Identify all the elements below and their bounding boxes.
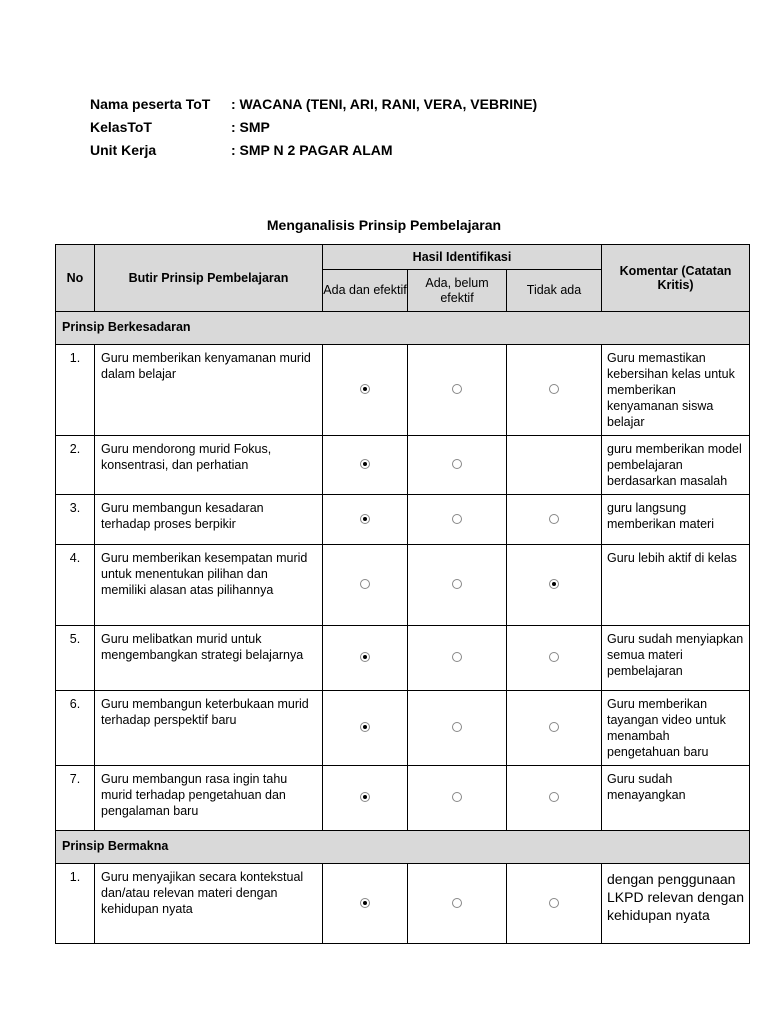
radio-tidak-ada[interactable]: [549, 652, 559, 662]
radio-cell: [408, 864, 507, 944]
table-row: [56, 345, 750, 436]
table-row: [56, 545, 750, 626]
principle-item: Guru membangun kesadaran terhadap proses berpikir: [95, 495, 323, 545]
radio-ada-efektif[interactable]: [360, 722, 370, 732]
radio-cell: [323, 626, 408, 691]
table-row: [56, 766, 750, 831]
row-number: 1.: [56, 345, 95, 436]
radio-cell: [323, 545, 408, 626]
table-row: [56, 626, 750, 691]
radio-cell: [323, 766, 408, 831]
radio-tidak-ada[interactable]: [549, 792, 559, 802]
radio-cell: [323, 436, 408, 495]
comment-cell: Guru memastikan kebersihan kelas untuk memberikan kenyamanan siswa belajar: [602, 345, 750, 436]
radio-ada-belum-efektif[interactable]: [452, 514, 462, 524]
radio-cell: [408, 766, 507, 831]
principle-item: Guru memberikan kenyamanan murid dalam belajar: [95, 345, 323, 436]
principle-item: Guru mendorong murid Fokus, konsentrasi, dan perhatian: [95, 436, 323, 495]
radio-cell: [408, 691, 507, 766]
radio-cell: [323, 495, 408, 545]
row-number: 4.: [56, 545, 95, 626]
radio-cell: [408, 626, 507, 691]
header-no: No: [56, 245, 95, 312]
principle-item: Guru membangun keterbukaan murid terhadap perspektif baru: [95, 691, 323, 766]
comment-cell: Guru memberikan tayangan video untuk menambah pengetahuan baru: [602, 691, 750, 766]
analysis-table: [55, 244, 750, 944]
radio-ada-belum-efektif[interactable]: [452, 722, 462, 732]
radio-tidak-ada[interactable]: [549, 722, 559, 732]
row-number: 3.: [56, 495, 95, 545]
radio-ada-efektif[interactable]: [360, 792, 370, 802]
radio-ada-belum-efektif[interactable]: [452, 579, 462, 589]
radio-cell: [507, 626, 602, 691]
radio-ada-belum-efektif[interactable]: [452, 898, 462, 908]
row-number: 2.: [56, 436, 95, 495]
info-value: : SMP: [231, 118, 270, 135]
info-row-unit-kerja: [90, 138, 537, 161]
row-number: 7.: [56, 766, 95, 831]
section-header: Prinsip Berkesadaran: [56, 312, 750, 345]
table-row: [56, 691, 750, 766]
header-hasil-identifikasi: Hasil Identifikasi: [323, 245, 602, 270]
radio-ada-efektif[interactable]: [360, 898, 370, 908]
document-title: Menganalisis Prinsip Pembelajaran: [266, 217, 502, 233]
principle-item: Guru menyajikan secara kontekstual dan/atau relevan materi dengan kehidupan nyata: [95, 864, 323, 944]
principle-item: Guru memberikan kesempatan murid untuk menentukan pilihan dan memiliki alasan atas pilihannya: [95, 545, 323, 626]
radio-cell: [323, 864, 408, 944]
radio-cell: [507, 691, 602, 766]
participant-info: [90, 92, 537, 161]
radio-cell: [507, 766, 602, 831]
table-row: [56, 495, 750, 545]
row-number: 6.: [56, 691, 95, 766]
principle-item: Guru membangun rasa ingin tahu murid terhadap pengetahuan dan pengalaman baru: [95, 766, 323, 831]
comment-cell: Guru sudah menyiapkan semua materi pembelajaran: [602, 626, 750, 691]
info-label: Unit Kerja: [90, 141, 157, 158]
radio-ada-belum-efektif[interactable]: [452, 459, 462, 469]
radio-cell: [323, 345, 408, 436]
info-value: : SMP N 2 PAGAR ALAM: [231, 141, 393, 158]
header-ada-efektif: Ada dan efektif: [323, 270, 408, 312]
header-komentar: Komentar (Catatan Kritis): [602, 245, 750, 312]
info-label: KelasToT: [90, 118, 152, 135]
radio-cell: [408, 345, 507, 436]
radio-ada-efektif[interactable]: [360, 459, 370, 469]
comment-cell: guru langsung memberikan materi: [602, 495, 750, 545]
comment-cell: dengan penggunaan LKPD relevan dengan kehidupan nyata: [602, 864, 750, 944]
section-header: Prinsip Bermakna: [56, 831, 750, 864]
header-item: Butir Prinsip Pembelajaran: [95, 245, 323, 312]
radio-tidak-ada[interactable]: [549, 579, 559, 589]
comment-cell: Guru sudah menayangkan: [602, 766, 750, 831]
radio-cell: [507, 864, 602, 944]
radio-ada-belum-efektif[interactable]: [452, 384, 462, 394]
radio-tidak-ada[interactable]: [549, 898, 559, 908]
radio-ada-efektif[interactable]: [360, 384, 370, 394]
radio-ada-efektif[interactable]: [360, 579, 370, 589]
radio-cell: [408, 545, 507, 626]
header-ada-belum-efektif: Ada, belum efektif: [408, 270, 507, 312]
radio-cell: [408, 495, 507, 545]
radio-tidak-ada[interactable]: [549, 384, 559, 394]
table-body: [56, 312, 750, 944]
radio-cell: [408, 436, 507, 495]
principle-item: Guru melibatkan murid untuk mengembangkan strategi belajarnya: [95, 626, 323, 691]
header-tidak-ada: Tidak ada: [507, 270, 602, 312]
row-number: 5.: [56, 626, 95, 691]
table-row: [56, 436, 750, 495]
radio-ada-efektif[interactable]: [360, 652, 370, 662]
comment-cell: Guru lebih aktif di kelas: [602, 545, 750, 626]
info-row-nama: [90, 92, 537, 115]
row-number: 1.: [56, 864, 95, 944]
radio-ada-efektif[interactable]: [360, 514, 370, 524]
radio-cell: [323, 691, 408, 766]
radio-cell: [507, 345, 602, 436]
info-row-kelas: [90, 115, 537, 138]
radio-cell: [507, 495, 602, 545]
info-value: : WACANA (TENI, ARI, RANI, VERA, VEBRINE): [231, 95, 538, 112]
radio-cell: [507, 436, 602, 495]
radio-cell: [507, 545, 602, 626]
table-row: [56, 864, 750, 944]
comment-cell: guru memberikan model pembelajaran berdasarkan masalah: [602, 436, 750, 495]
radio-ada-belum-efektif[interactable]: [452, 792, 462, 802]
info-label: Nama peserta ToT: [90, 95, 211, 112]
radio-ada-belum-efektif[interactable]: [452, 652, 462, 662]
radio-tidak-ada[interactable]: [549, 514, 559, 524]
